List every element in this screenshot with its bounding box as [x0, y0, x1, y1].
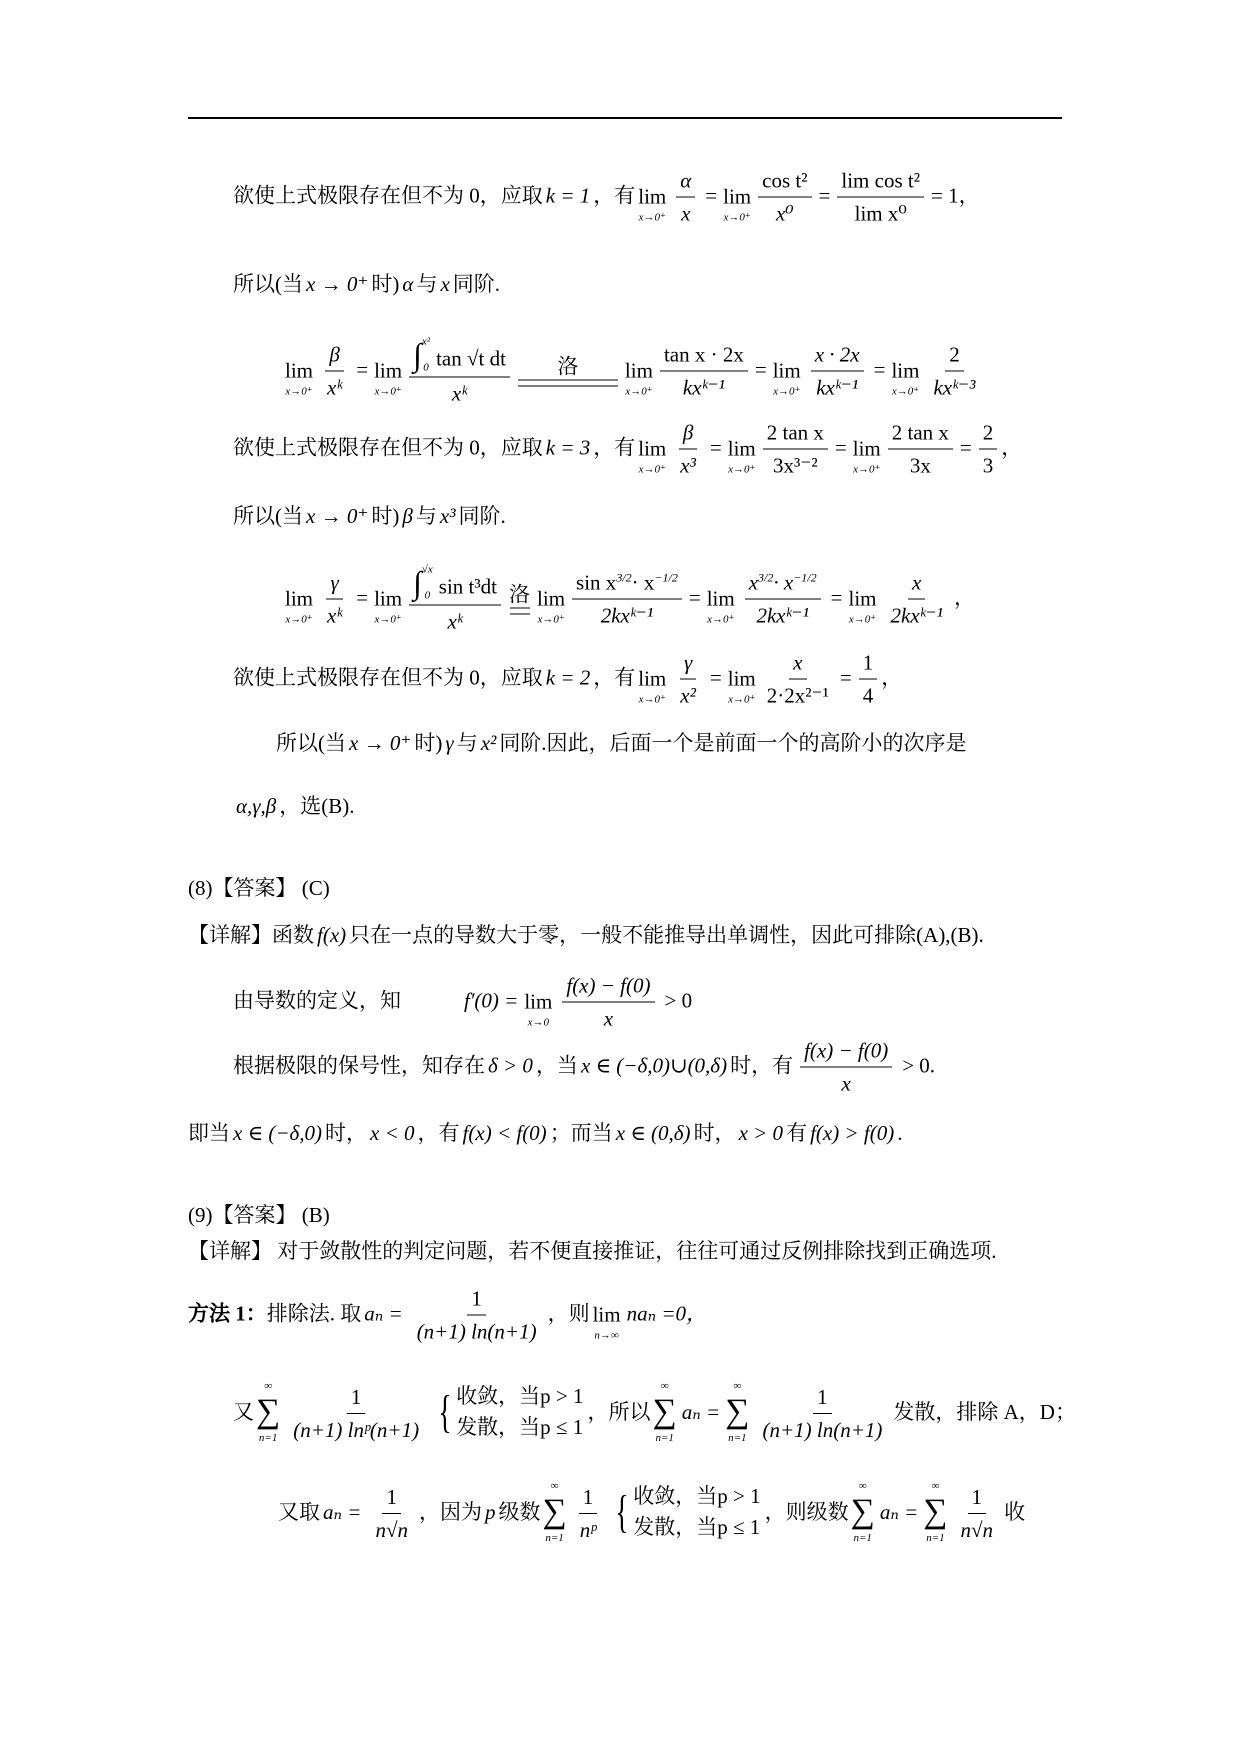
fraction: $\frac{1}{\text{nᵖ}}$ — [573, 1481, 603, 1544]
conclusion-beta — [233, 503, 506, 529]
fraction: $\frac{2}{\text{kxᵏ⁻³}}$ — [926, 339, 982, 402]
fraction: $\frac{x \cdot 2x}{\text{kxᵏ⁻¹}}$ — [808, 339, 867, 402]
text: . — [897, 1120, 903, 1145]
fraction: ∫ √x 0 sin t³dt xᵏ — [409, 561, 501, 636]
fraction: $\frac{\gamma}{\text{x²}}$ — [673, 647, 703, 710]
text: 级数 — [498, 1499, 541, 1524]
text: 所以(当 — [233, 503, 303, 528]
q9-series-nn — [278, 1479, 1025, 1545]
fraction: $\frac{\text{2 tan x}}{\text{3x³⁻²}}$ — [763, 417, 828, 480]
equals: = — [356, 585, 369, 610]
equals: = — [839, 665, 852, 690]
sum-symbol: ∞ ∑ n=1 — [256, 1380, 281, 1444]
formula-gamma — [282, 561, 975, 636]
text: 与 — [416, 271, 438, 296]
text: 同阶. — [458, 503, 506, 528]
math: > 0 — [664, 988, 693, 1013]
fraction: $\frac{1}{n√n}$ — [368, 1481, 415, 1544]
method-label: 方法 1： — [188, 1301, 267, 1326]
fraction: $\frac{1}{n√n}$ — [954, 1481, 1001, 1544]
text: 欲使上式极限存在但不为 0，应取 — [233, 665, 543, 690]
paragraph-k1 — [233, 165, 983, 228]
text: 时) — [371, 503, 400, 528]
math: x ∈ (−δ,0)∪(0,δ) — [580, 1053, 728, 1078]
limit: lim x→0⁺ — [285, 358, 314, 397]
text: 即当 — [188, 1120, 230, 1145]
integral: ∫ x² 0 — [413, 335, 431, 374]
fraction: $\frac{1}{(n+1) \ln(n+1)}$ — [755, 1381, 889, 1444]
text: 排除法. 取 — [266, 1301, 362, 1326]
math: aₙ = — [681, 1399, 721, 1424]
math: > 0. — [902, 1053, 936, 1078]
fraction: $\frac{\text{cos t²}}{\text{x⁰}}$ — [758, 165, 811, 228]
math: f′(0) = — [464, 988, 519, 1013]
conclusion-alpha — [233, 271, 500, 297]
limit: lim x→0⁺ — [638, 666, 667, 705]
text: 欲使上式极限存在但不为 0，应取 — [233, 183, 543, 208]
limit: lim x→0⁺ — [706, 586, 735, 625]
text: 有 — [786, 1120, 808, 1145]
text: ，当 — [535, 1053, 578, 1078]
limit: lim x→0⁺ — [848, 586, 877, 625]
text: 欲使上式极限存在但不为 0，应取 — [233, 435, 543, 460]
fraction: $\frac{2}{3}$ — [979, 417, 998, 480]
text: ， — [953, 585, 975, 610]
sum-symbol: ∞ ∑ n=1 — [542, 1480, 567, 1544]
text: ，选(B). — [279, 793, 355, 818]
fraction: ∫ x² 0 tan √t dt xᵏ — [409, 333, 510, 408]
q9-answer — [188, 1202, 330, 1228]
limit: lim x→0⁺ — [374, 358, 403, 397]
fraction: $\frac{f(x) - f(0)}{x}$ — [797, 1035, 895, 1098]
equals: = — [834, 435, 847, 460]
paragraph-k3 — [233, 417, 1022, 480]
text: 由导数的定义，知 — [233, 988, 401, 1013]
fraction: $\frac{\gamma}{\text{xᵏ}}$ — [320, 567, 349, 630]
text: ，则 — [547, 1301, 590, 1326]
text: 发散，排除 A，D； — [893, 1399, 1076, 1424]
math: x → 0⁺ — [306, 503, 369, 528]
text: 【详解】 对于敛散性的判定问题，若不便直接推证，往往可通过反例排除找到正确选项. — [188, 1238, 997, 1263]
math: x > 0 — [738, 1120, 784, 1145]
sum-symbol: ∞ ∑ n=1 — [652, 1380, 677, 1444]
k-value: k = 3 — [545, 435, 591, 460]
equals: = — [709, 665, 722, 690]
text: ，所以 — [587, 1399, 651, 1424]
q8-conclusion — [188, 1120, 902, 1146]
text: 同阶. — [452, 271, 501, 296]
equals: = — [356, 357, 369, 382]
math: x ∈ (0,δ) — [615, 1120, 691, 1145]
text: ，有 — [593, 435, 636, 460]
equals: = — [818, 183, 831, 208]
math: x — [440, 271, 450, 296]
q9-detail — [188, 1238, 997, 1264]
text: ， — [1001, 435, 1023, 460]
q8-detail — [188, 922, 984, 948]
k-value: k = 2 — [545, 665, 591, 690]
text: 根据极限的保号性，知存在 — [233, 1053, 485, 1078]
fraction: $\frac{\beta}{\text{x³}}$ — [673, 417, 703, 480]
text: 时) — [414, 730, 443, 755]
text: 同阶.因此，后面一个是前面一个的高阶小的次序是 — [499, 730, 967, 755]
limit: lim x→0⁺ — [727, 436, 756, 475]
equals: = — [754, 357, 767, 382]
text: ；而当 — [549, 1120, 613, 1145]
text: 时，有 — [730, 1053, 794, 1078]
text: 所以(当 — [276, 730, 346, 755]
fraction: $\frac{\alpha}{x}$ — [673, 165, 698, 228]
limit: lim x→0⁺ — [891, 358, 920, 397]
limit: lim x→0⁺ — [723, 184, 752, 223]
math: x → 0⁺ — [306, 271, 369, 296]
conclusion-gamma — [276, 730, 967, 756]
text: ，因为 — [418, 1499, 482, 1524]
lhopital-equals: 洛 — [509, 582, 530, 615]
text: ， — [881, 665, 903, 690]
math: α,γ,β — [236, 793, 277, 818]
text: 时， — [693, 1120, 736, 1145]
fraction: $\frac{\text{2 tan x}}{3x}$ — [888, 417, 953, 480]
math: δ > 0 — [488, 1053, 533, 1078]
q8-sign — [233, 1035, 938, 1098]
math: x ∈ (−δ,0) — [233, 1120, 323, 1145]
limit: lim x→0⁺ — [727, 666, 756, 705]
math: p — [484, 1499, 496, 1524]
text: 所以(当 — [233, 271, 303, 296]
text: ，有 — [593, 183, 636, 208]
math: x → 0⁺ — [349, 730, 412, 755]
text: 与 — [415, 503, 437, 528]
text: (9)【答案】 (B) — [188, 1202, 330, 1227]
sum-symbol: ∞ ∑ n=1 — [850, 1480, 875, 1544]
fraction: $\frac{x}{\text{2·2x²⁻¹}}$ — [763, 647, 833, 710]
math: γ — [445, 730, 454, 755]
q8-derivative-def — [233, 970, 695, 1033]
limit: lim x→0⁺ — [285, 586, 314, 625]
text: 只在一点的导数大于零，一般不能推导出单调性，因此可排除(A),(B). — [349, 922, 984, 947]
fraction: $\frac{1}{4}$ — [859, 647, 878, 710]
fraction: $\frac{x}{\text{2kxᵏ⁻¹}}$ — [884, 567, 950, 630]
header-rule — [188, 117, 1062, 119]
math: aₙ = — [879, 1499, 919, 1524]
k-value: k = 1 — [545, 183, 591, 208]
text: 又取 — [278, 1499, 320, 1524]
fraction: $\frac{\sin x^{3/2}\cdot x^{-1/2}}{\text{2kxᵏ⁻¹}}$ — [572, 567, 682, 630]
math: f(x) — [317, 922, 347, 947]
integral: ∫ √x 0 — [413, 563, 433, 602]
result: = 1， — [931, 183, 980, 208]
math: x² — [480, 730, 497, 755]
fraction: $\frac{\text{tan x · 2x}}{\text{kxᵏ⁻¹}}$ — [660, 339, 748, 402]
lhopital-equals: 洛 — [518, 354, 618, 387]
fraction: $\frac{f(x) - f(0)}{x}$ — [559, 970, 657, 1033]
equals: = — [873, 357, 886, 382]
fraction: $\frac{\beta}{\text{xᵏ}}$ — [320, 339, 349, 402]
limit: lim x→0 — [524, 989, 553, 1028]
text: 时) — [371, 271, 400, 296]
q9-method1 — [188, 1283, 710, 1346]
equals: = — [959, 435, 972, 460]
text: (8)【答案】 (C) — [188, 875, 330, 900]
fraction: $\frac{\text{lim cos t²}}{\text{lim x⁰}}$ — [837, 165, 924, 228]
text: 【详解】函数 — [188, 922, 314, 947]
math: aₙ = — [323, 1499, 362, 1524]
math: f(x) > f(0) — [810, 1120, 895, 1145]
equals: = — [830, 585, 843, 610]
cases-brace: { 收敛，当p > 1 发散，当p ≤ 1 — [438, 1384, 584, 1439]
text: 时， — [325, 1120, 368, 1145]
limit: lim x→0⁺ — [772, 358, 801, 397]
limit: lim x→0⁺ — [537, 586, 566, 625]
limit: lim x→0⁺ — [852, 436, 881, 475]
sum-symbol: ∞ ∑ n=1 — [725, 1380, 750, 1444]
text: ，则级数 — [764, 1499, 849, 1524]
q9-series-p — [233, 1379, 1076, 1445]
math: f(x) < f(0) — [462, 1120, 547, 1145]
math: α — [402, 271, 414, 296]
text: 与 — [456, 730, 478, 755]
limit: lim x→0⁺ — [374, 586, 403, 625]
math: x < 0 — [370, 1120, 415, 1145]
math: β — [402, 503, 413, 528]
text: 收 — [1004, 1499, 1026, 1524]
limit: lim x→0⁺ — [638, 184, 667, 223]
final-order — [233, 793, 355, 819]
text: 又 — [233, 1399, 254, 1424]
limit: lim n→∞ — [592, 1302, 621, 1341]
equals: = — [705, 183, 718, 208]
paragraph-k2 — [233, 647, 902, 710]
limit: lim x→0⁺ — [638, 436, 667, 475]
math: aₙ = — [364, 1301, 403, 1326]
math: naₙ =0， — [626, 1301, 708, 1326]
fraction: $\frac{x^{3/2}\cdot x^{-1/2}}{\text{2kxᵏ⁻¹}}$ — [742, 567, 824, 630]
fraction: $\frac{1}{\text{(n+1) lnᵖ(n+1)}}$ — [286, 1381, 426, 1444]
q8-answer — [188, 875, 330, 901]
limit: lim x→0⁺ — [624, 358, 653, 397]
math: x³ — [439, 503, 456, 528]
text: ，有 — [417, 1120, 460, 1145]
fraction: $\frac{1}{(n+1) \ln(n+1)}$ — [410, 1283, 544, 1346]
formula-beta — [282, 333, 986, 408]
cases-brace: { 收敛，当p > 1 发散，当p ≤ 1 — [615, 1484, 761, 1539]
equals: = — [709, 435, 722, 460]
sum-symbol: ∞ ∑ n=1 — [923, 1480, 948, 1544]
equals: = — [688, 585, 701, 610]
text: ，有 — [593, 665, 636, 690]
